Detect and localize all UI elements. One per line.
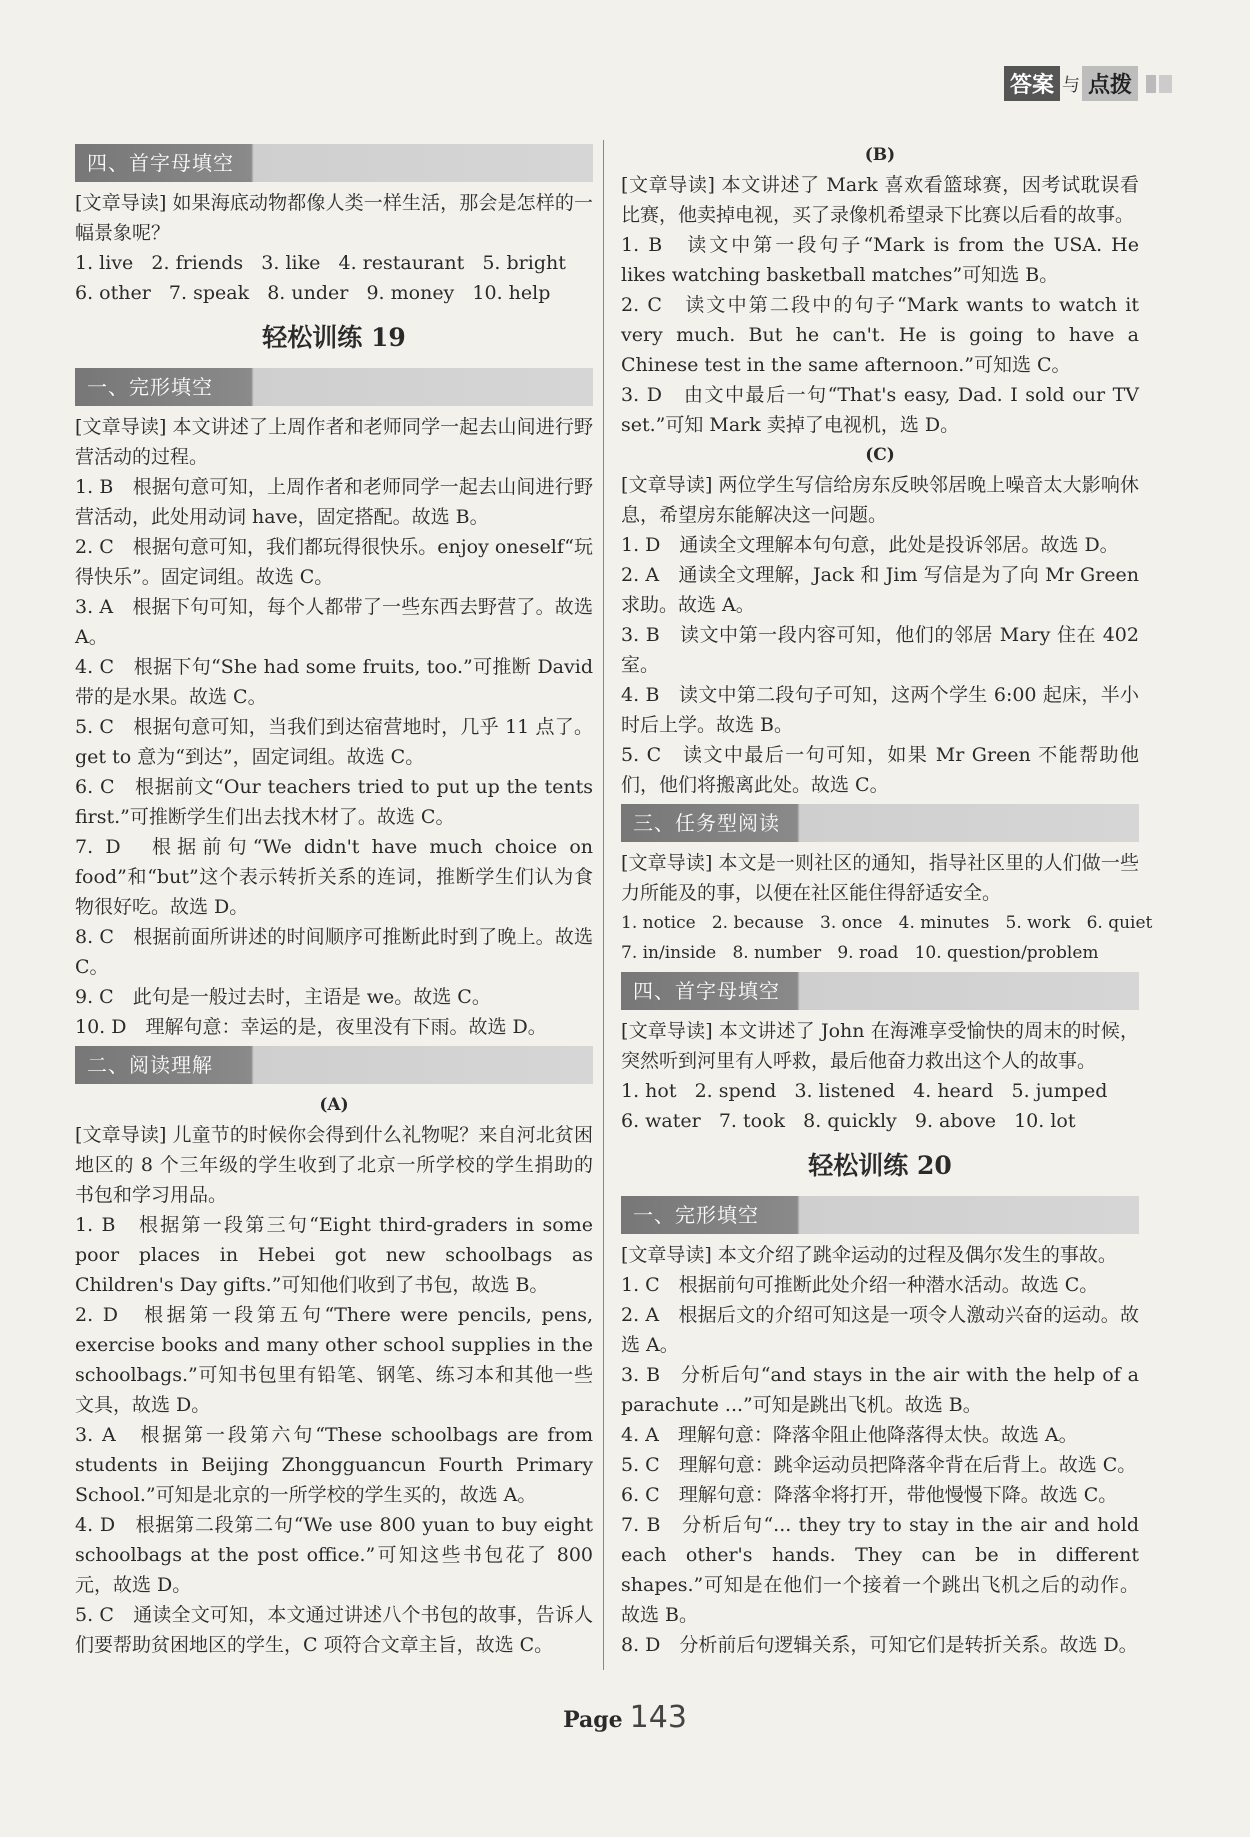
list-item: 5. C 根据句意可知，当我们到达宿营地时，几乎 11 点了。get to 意为“到达”，固定词组。故选 C。: [75, 716, 593, 768]
list-item: 3. A 根据第一段第六句“These schoolbags are from students in Beijing Zhongguancun Fourth Primary School.”可知是北京的一所学校的学生买的，故选 A。: [75, 1424, 593, 1506]
answer-row: 7. in/inside 8. number 9. road 10. question/problem: [621, 943, 1099, 963]
answer-key-badge: [1004, 66, 1172, 101]
list-item: 7. B 分析后句“... they try to stay in the air and hold each other's hands. They can be in different shapes.”可知是在他们一个接着一个跳出飞机之后的动作。故选 B。: [621, 1514, 1139, 1626]
passage-label: (C): [865, 445, 895, 465]
page-number-value: 143: [629, 1700, 687, 1735]
passage-label: (B): [864, 145, 896, 165]
answer-row: 1. notice 2. because 3. once 4. minutes 5. work 6. quiet: [621, 913, 1153, 933]
column-divider: [603, 140, 604, 1670]
list-item: 9. C 此句是一般过去时，主语是 we。故选 C。: [75, 986, 491, 1008]
section-header: 二、阅读理解: [75, 1046, 593, 1084]
list-item: [文章导读] 本文介绍了跳伞运动的过程及偶尔发生的事故。: [621, 1244, 1117, 1266]
answer-row: 6. other 7. speak 8. under 9. money 10. help: [75, 282, 551, 304]
list-item: 3. A 根据下句可知，每个人都带了一些东西去野营了。故选 A。: [75, 596, 593, 648]
list-item: 3. D 由文中最后一句“That's easy, Dad. I sold our TV set.”可知 Mark 卖掉了电视机，选 D。: [621, 384, 1139, 436]
section-header: 四、首字母填空: [621, 972, 1139, 1010]
list-item: 6. C 根据前文“Our teachers tried to put up the tents first.”可推断学生们出去找木材了。故选 C。: [75, 776, 593, 828]
badge-decoration: [1146, 75, 1172, 93]
exercise-heading: 轻松训练 19: [262, 323, 406, 352]
list-item: 2. C 读文中第二段中的句子“Mark wants to watch it very much. But he can't. He is going to have a Chinese test in the same afternoon.”可知选 C。: [621, 294, 1139, 376]
list-item: 5. C 通读全文可知，本文通过讲述八个书包的故事，告诉人们要帮助贫困地区的学生，C 项符合文章主旨，故选 C。: [75, 1604, 593, 1656]
list-item: 4. D 根据第二段第二句“We use 800 yuan to buy eight schoolbags at the post office.”可知这些书包花了 800 元，故选 D。: [75, 1514, 593, 1596]
page-number: [0, 1700, 1250, 1735]
list-item: 5. C 理解句意：跳伞运动员把降落伞背在后背上。故选 C。: [621, 1454, 1137, 1476]
section-header: 三、任务型阅读: [621, 804, 1139, 842]
list-item: 5. C 读文中最后一句可知，如果 Mr Green 不能帮助他们，他们将搬离此处。故选 C。: [621, 744, 1139, 796]
list-item: 4. A 理解句意：降落伞阻止他降落得太快。故选 A。: [621, 1424, 1078, 1446]
list-item: [文章导读] 本文讲述了上周作者和老师同学一起去山间进行野营活动的过程。: [75, 416, 593, 468]
list-item: 2. A 通读全文理解，Jack 和 Jim 写信是为了向 Mr Green 求助。故选 A。: [621, 564, 1139, 616]
section-header: 一、完形填空: [75, 368, 593, 406]
list-item: 4. C 根据下句“She had some fruits, too.”可推断 David 带的是水果。故选 C。: [75, 656, 593, 708]
article-intro: [文章导读] 如果海底动物都像人类一样生活，那会是怎样的一幅景象呢？: [75, 192, 593, 244]
badge-answers: 答案: [1004, 66, 1060, 101]
list-item: 1. B 根据句意可知，上周作者和老师同学一起去山间进行野营活动，此处用动词 have，固定搭配。故选 B。: [75, 476, 593, 528]
list-item: 3. B 读文中第一段内容可知，他们的邻居 Mary 住在 402 室。: [621, 624, 1139, 676]
list-item: 7. D 根据前句“We didn't have much choice on food”和“but”这个表示转折关系的连词，推断学生们认为食物很好吃。故选 D。: [75, 836, 593, 918]
badge-hints: 点拨: [1082, 66, 1138, 101]
list-item: 2. A 根据后文的介绍可知这是一项令人激动兴奋的运动。故选 A。: [621, 1304, 1139, 1356]
passage-label: (A): [319, 1095, 349, 1115]
exercise-heading: 轻松训练 20: [808, 1151, 952, 1180]
list-item: 8. D 分析前后句逻辑关系，可知它们是转折关系。故选 D。: [621, 1634, 1138, 1656]
list-item: 1. C 根据前句可推断此处介绍一种潜水活动。故选 C。: [621, 1274, 1099, 1296]
answer-row: 1. hot 2. spend 3. listened 4. heard 5. jumped: [621, 1080, 1108, 1102]
right-column: [621, 140, 1153, 1660]
list-item: 3. B 分析后句“and stays in the air with the help of a parachute ...”可知是跳出飞机。故选 B。: [621, 1364, 1139, 1416]
badge-and: 与: [1061, 74, 1080, 96]
section-header: 四、首字母填空: [75, 144, 593, 182]
list-item: 1. D 通读全文理解本句句意，此处是投诉邻居。故选 D。: [621, 534, 1119, 556]
section-header: 一、完形填空: [621, 1196, 1139, 1234]
list-item: 4. B 读文中第二段句子可知，这两个学生 6:00 起床，半小时后上学。故选 B。: [621, 684, 1139, 736]
list-item: 2. D 根据第一段第五句“There were pencils, pens, exercise books and many other school supplies in the schoolbags.”可知书包里有铅笔、钢笔、练习本和其他一些文具，故选 D。: [75, 1304, 593, 1416]
left-column: [75, 140, 593, 1660]
article-intro: [文章导读] 本文是一则社区的通知，指导社区里的人们做一些力所能及的事，以便在社区能住得舒适安全。: [621, 852, 1139, 904]
page-label: Page: [563, 1707, 623, 1733]
list-item: 6. C 理解句意：降落伞将打开，带他慢慢下降。故选 C。: [621, 1484, 1118, 1506]
article-intro: [文章导读] 本文讲述了 John 在海滩享受愉快的周末的时候，突然听到河里有人呼救，最后他奋力救出这个人的故事。: [621, 1020, 1139, 1072]
list-item: [文章导读] 两位学生写信给房东反映邻居晚上噪音太大影响休息，希望房东能解决这一问题。: [621, 474, 1139, 526]
answer-row: 6. water 7. took 8. quickly 9. above 10. lot: [621, 1110, 1076, 1132]
list-item: 1. B 根据第一段第三句“Eight third-graders in some poor places in Hebei got new schoolbags as Children's Day gifts.”可知他们收到了书包，故选 B。: [75, 1214, 593, 1296]
list-item: [文章导读] 本文讲述了 Mark 喜欢看篮球赛，因考试耽误看比赛，他卖掉电视，买了录像机希望录下比赛以后看的故事。: [621, 174, 1139, 226]
list-item: [文章导读] 儿童节的时候你会得到什么礼物呢？来自河北贫困地区的 8 个三年级的学生收到了北京一所学校的学生捐助的书包和学习用品。: [75, 1124, 593, 1206]
list-item: 2. C 根据句意可知，我们都玩得很快乐。enjoy oneself“玩得快乐”。固定词组。故选 C。: [75, 536, 593, 588]
answer-row: 1. live 2. friends 3. like 4. restaurant 5. bright: [75, 252, 566, 274]
list-item: 1. B 读文中第一段句子“Mark is from the USA. He likes watching basketball matches”可知选 B。: [621, 234, 1139, 286]
list-item: 8. C 根据前面所讲述的时间顺序可推断此时到了晚上。故选 C。: [75, 926, 593, 978]
list-item: 10. D 理解句意：幸运的是，夜里没有下雨。故选 D。: [75, 1016, 547, 1038]
